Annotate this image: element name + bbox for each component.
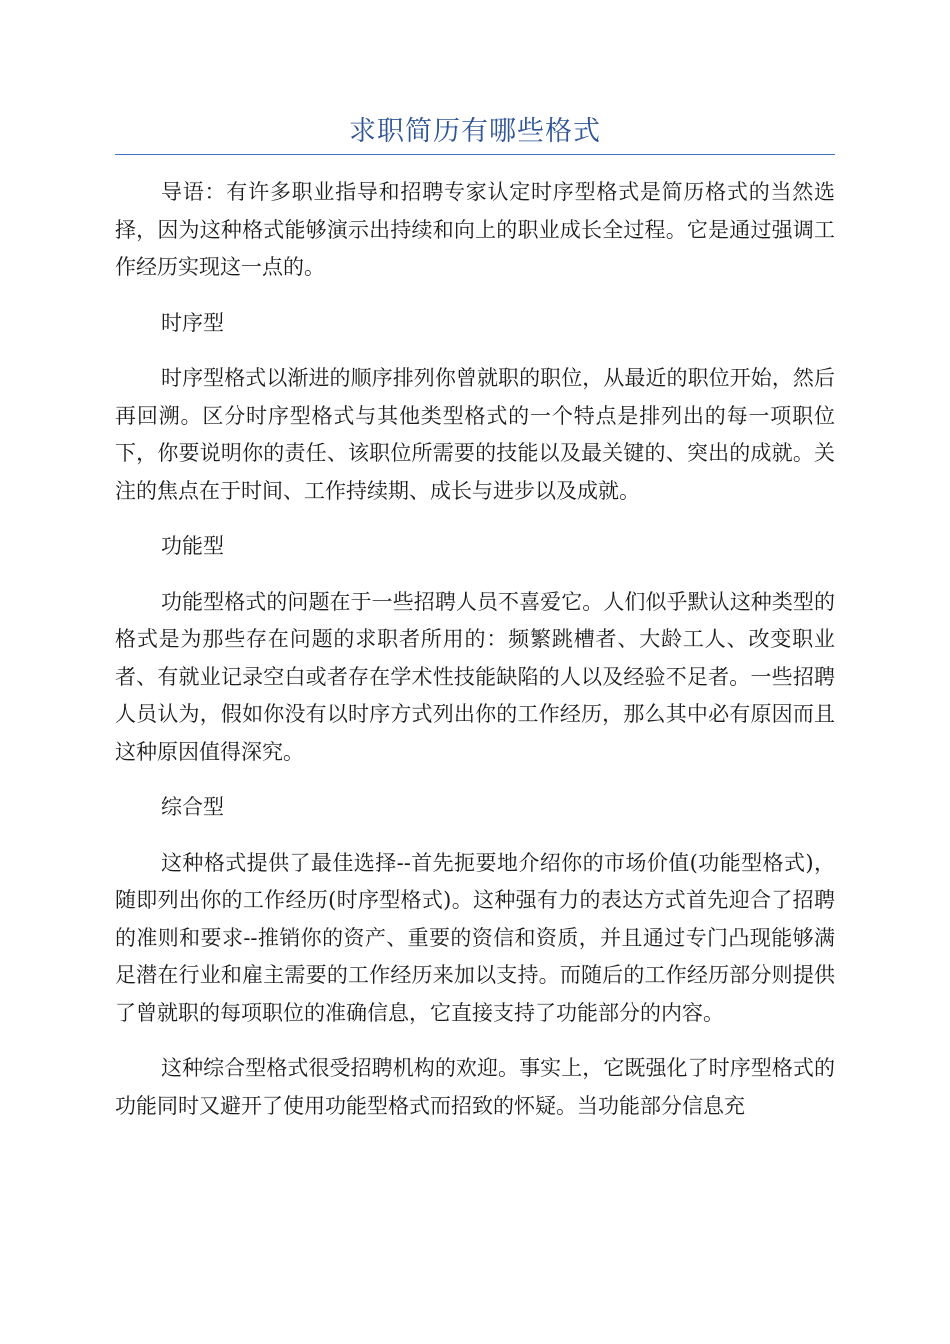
title-underline [115, 154, 835, 155]
document-title: 求职简历有哪些格式 [349, 116, 601, 147]
section-heading-functional: 功能型 [161, 534, 224, 558]
section-heading-chronological: 时序型 [161, 310, 224, 335]
intro-paragraph: 导语：有许多职业指导和招聘专家认定时序型格式是简历格式的当然选择，因为这种格式能够演示出持续和向上的职业成长全过程。它是通过强调工作经历实现这一点的。 [115, 180, 835, 279]
document-body [115, 174, 835, 1143]
chronological-paragraph: 时序型格式以渐进的顺序排列你曾就职的职位，从最近的职位开始，然后再回溯。区分时序型格式与其他类型格式的一个特点是排列出的每一项职位下，你要说明你的责任、该职位所需要的技能以及最关键的、突出的成就。关注的焦点在于时间、工作持续期、成长与进步以及成就。 [115, 366, 835, 503]
combination-paragraph-1: 这种格式提供了最佳选择--首先扼要地介绍你的市场价值(功能型格式)，随即列出你的工作经历(时序型格式)。这种强有力的表达方式首先迎合了招聘的准则和要求--推销你的资产、重要的资信和资质，并且通过专门凸现能够满足潜在行业和雇主需要的工作经历来加以支持。而随后的工作经历部分则提供了曾就职的每项职位的准确信息，它直接支持了功能部分的内容。 [115, 850, 835, 1025]
functional-paragraph: 功能型格式的问题在于一些招聘人员不喜爱它。人们似乎默认这种类型的格式是为那些存在问题的求职者所用的：频繁跳槽者、大龄工人、改变职业者、有就业记录空白或者存在学术性技能缺陷的人以及经验不足者。一些招聘人员认为，假如你没有以时序方式列出你的工作经历，那么其中必有原因而且这种原因值得深究。 [115, 589, 835, 764]
combination-paragraph-2: 这种综合型格式很受招聘机构的欢迎。事实上，它既强化了时序型格式的功能同时又避开了使用功能型格式而招致的怀疑。当功能部分信息充 [115, 1056, 835, 1118]
section-heading-combination: 综合型 [161, 795, 224, 819]
